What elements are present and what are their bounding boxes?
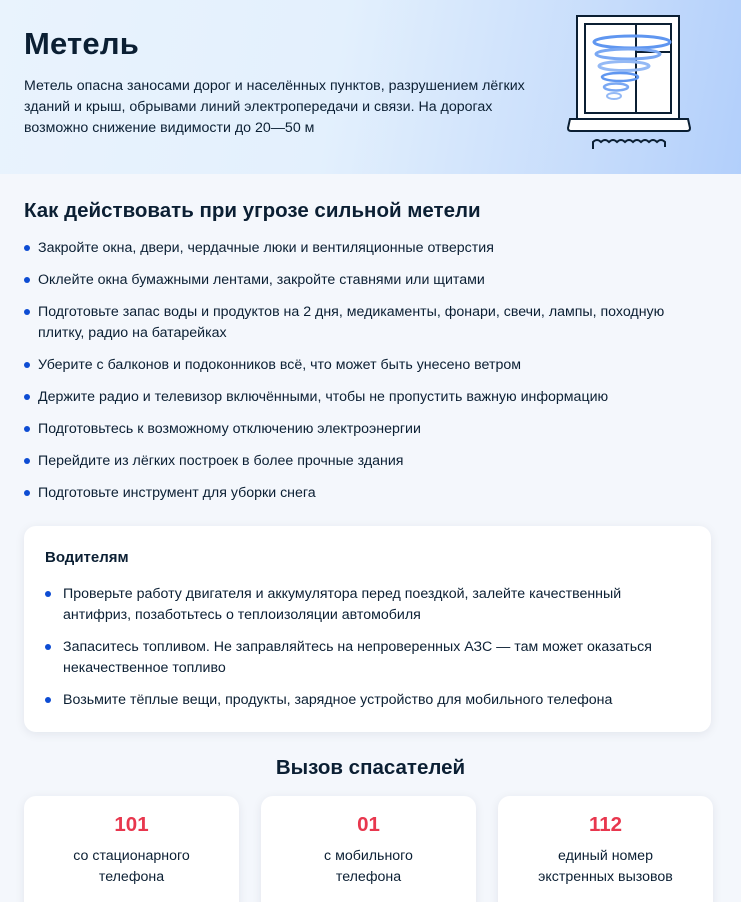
list-item: Закройте окна, двери, чердачные люки и вентиляционные отверстия — [24, 238, 704, 259]
rescue-section-title: Вызов спасателей — [275, 756, 466, 779]
phone-description: со стационарного телефона — [73, 848, 190, 885]
list-item: Подготовьте запас воды и продуктов на 2 дня, медикаменты, фонари, свечи, лампы, походную плитку, радио на батарейках — [24, 302, 704, 344]
phone-card-112[interactable] — [498, 796, 713, 902]
list-item: Оклейте окна бумажными лентами, закройте ставнями или щитами — [24, 270, 704, 291]
phone-description: единый номер экстренных вызовов — [538, 848, 673, 885]
drivers-list — [45, 584, 665, 722]
phone-description: с мобильного телефона — [324, 848, 413, 885]
phone-number[interactable]: 112 — [588, 813, 623, 836]
list-item: Проверьте работу двигателя и аккумулятора перед поездкой, залейте качественный антифриз, позаботьтесь о теплоизоляции автомобиля — [45, 584, 665, 626]
list-item: Запаситесь топливом. Не заправляйтесь на непроверенных АЗС — там может оказаться некачественное топливо — [45, 637, 665, 679]
phone-card-01[interactable] — [261, 796, 476, 902]
page-title: Метель — [24, 26, 140, 61]
list-item: Возьмите тёплые вещи, продукты, зарядное устройство для мобильного телефона — [45, 690, 665, 711]
hero-description: Метель опасна заносами дорог и населённых пунктов, разрушением лёгких зданий и крыш, обрывами линий электропередачи и связи. На дорогах возможно снижение видимости до 20—50 м — [24, 78, 525, 136]
drivers-card-title: Водителям — [45, 549, 129, 566]
list-item: Подготовьтесь к возможному отключению электроэнергии — [24, 419, 704, 440]
hero-banner — [0, 0, 741, 174]
phone-number[interactable]: 101 — [114, 813, 149, 836]
list-item: Держите радио и телевизор включёнными, чтобы не пропустить важную информацию — [24, 387, 704, 408]
actions-list — [24, 238, 704, 515]
window-blizzard-icon — [566, 14, 692, 154]
drivers-card — [24, 526, 711, 732]
list-item: Подготовьте инструмент для уборки снега — [24, 483, 704, 504]
phone-number[interactable]: 01 — [357, 813, 380, 836]
list-item: Перейдите из лёгких построек в более прочные здания — [24, 451, 704, 472]
actions-section-title: Как действовать при угрозе сильной метели — [24, 199, 481, 222]
list-item: Уберите с балконов и подоконников всё, что может быть унесено ветром — [24, 355, 704, 376]
phone-card-101[interactable] — [24, 796, 239, 902]
